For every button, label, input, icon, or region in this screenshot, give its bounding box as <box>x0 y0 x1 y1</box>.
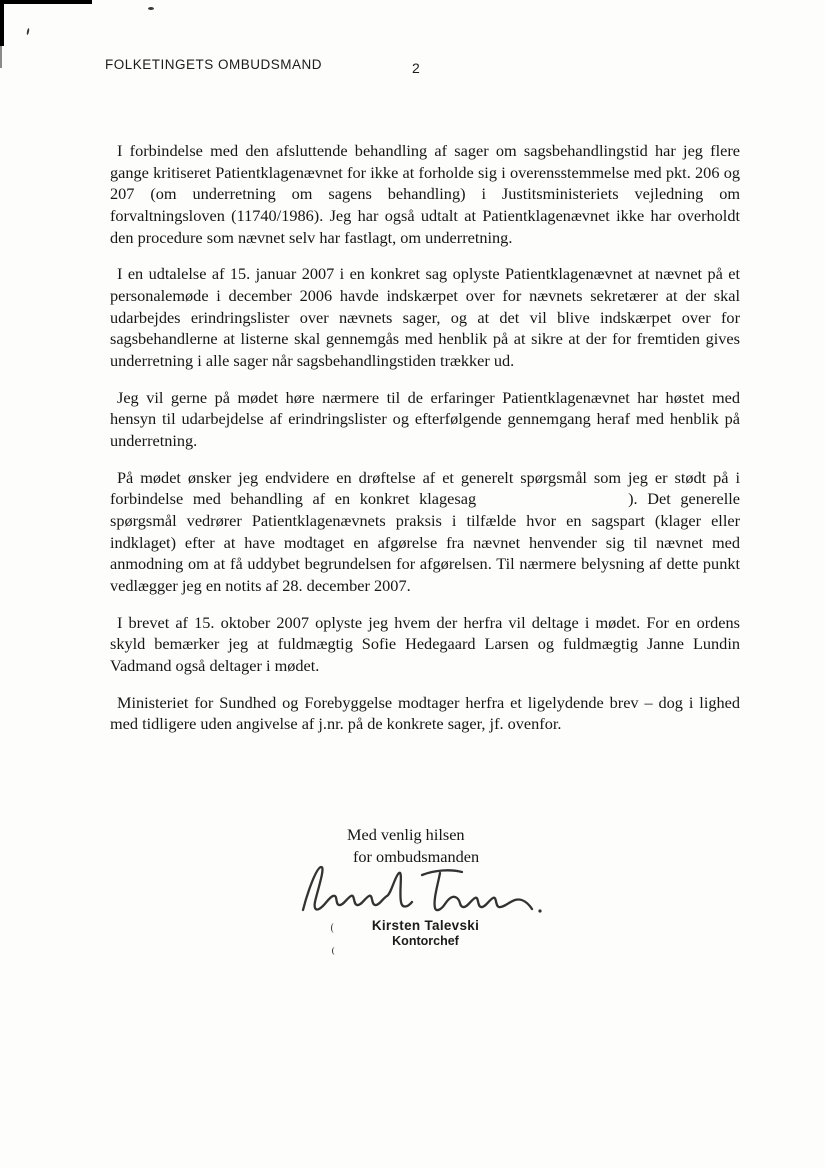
paragraph-5: I brevet af 15. oktober 2007 oplyste jeg hvem der herfra vil deltage i mødet. For en ordens skyld bemærker jeg at fuldmægtig Sofie Hedegaard Larsen og fuldmægtig Janne Lundin Vadmand også deltager i mødet. <box>110 612 740 676</box>
signatory-name: Kirsten Talevski <box>371 918 480 933</box>
scan-artifact <box>0 0 92 4</box>
closing-on-behalf: for ombudsmanden <box>353 847 480 866</box>
signatory-block <box>328 918 523 948</box>
scan-speck <box>332 947 338 955</box>
redaction-gap <box>476 494 628 504</box>
scan-artifact <box>0 0 4 46</box>
paragraph-1: I forbindelse med den afsluttende behandling af sager om sagsbehandlingstid har jeg flere gange kritiseret Patientklagenævnet for ikke at forholde sig i overensstemmelse med pkt. 206 og 207 (om underretning om sagens behandling) i Justitsministeriets vejledning om forvaltningsloven (11740/1986). Jeg har også udtalt at Patientklagenævnet ikke har overholdt den procedure som nævnet selv har fastlagt, om underretning. <box>110 141 740 247</box>
signature-ink <box>295 858 550 922</box>
scan-artifact <box>0 42 2 68</box>
handwritten-signature <box>295 858 550 927</box>
page-number: 2 <box>412 60 420 76</box>
paragraph-4-text-before: På mødet ønsker jeg endvidere en drøftelse af et generelt spørgsmål som jeg er stødt på i forbindelse med behandling af en konkret klagesag <box>110 467 740 509</box>
letterhead-title: FOLKETINGETS OMBUDSMAND <box>105 57 323 72</box>
paragraph-3: Jeg vil gerne på mødet høre nærmere til de erfaringer Patientklagenævnet har høstet med hensyn til udarbejdelse af erindringslister og efterfølgende gennemgang heraf med henblik på underretning. <box>110 387 740 451</box>
paragraph-6: Ministeriet for Sundhed og Forebyggelse modtager herfra et ligelydende brev – dog i lighed med tidligere uden angivelse af j.nr. på de konkrete sager, jf. ovenfor. <box>110 692 740 734</box>
scan-speck <box>26 28 29 35</box>
scan-speck <box>148 7 154 10</box>
closing-salutation: Med venlig hilsen <box>347 825 465 844</box>
paragraph-2: I en udtalelse af 15. januar 2007 i en konkret sag oplyste Patientklagenævnet at nævnet på et personalemøde i december 2006 havde indskærpet over for nævnets sekretærer at der skal udarbejdes erindringslister over nævnets sager, og at det vil blive indskærpet over for sagsbehandlerne at listerne skal gennemgås med henblik på at sikre at der for fremtiden gives underretning i alle sager når sagsbehandlingstiden trækker ud. <box>110 264 740 371</box>
signatory-title: Kontorchef <box>392 934 459 948</box>
paragraph-4-text-after: ). Det generelle spørgsmål vedrører Patientklagenævnets praksis i tilfælde hvor en sagspart (klager eller indklaget) efter at have modtaget en afgørelse fra nævnet henvender sig til nævnet med anmodning om at få uddybet begrundelsen for afgørelsen. Til nærmere belysning af dette punkt vedlægger jeg en notits af 28. december 2007. <box>110 489 741 596</box>
paragraph-4-redacted <box>110 467 740 597</box>
letter-body <box>110 140 740 750</box>
